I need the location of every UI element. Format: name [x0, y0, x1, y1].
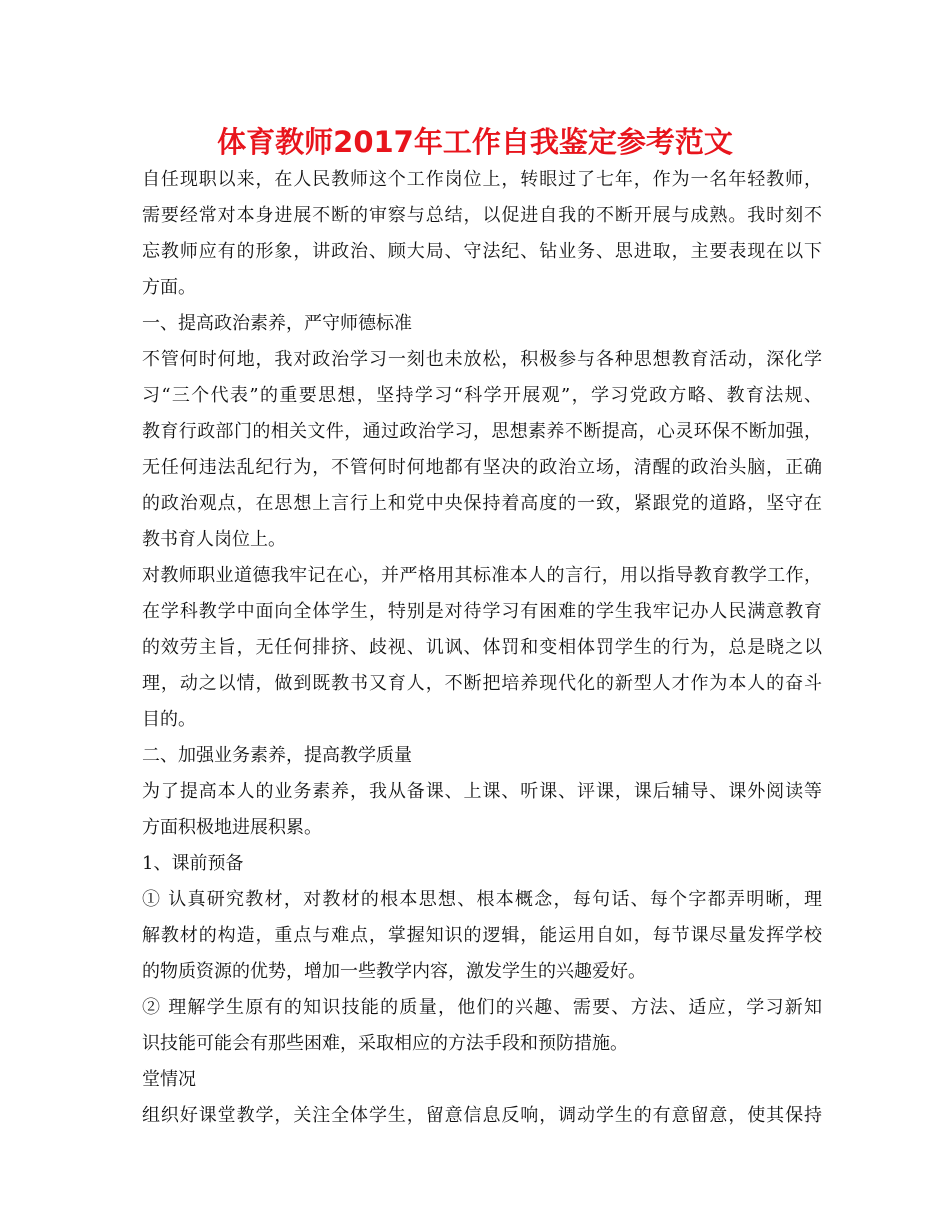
body-line: 忘教师应有的形象，讲政治、顾大局、守法纪、钻业务、思进取，主要表现在以下	[142, 241, 822, 262]
document-body	[142, 162, 822, 1134]
body-line: 方面。	[142, 277, 196, 298]
body-line: 在学科教学中面向全体学生，特别是对待学习有困难的学生我牢记办人民满意教育	[142, 601, 822, 622]
subsection-heading: 1、课前预备	[142, 853, 244, 874]
body-line: 方面积极地进展积累。	[142, 817, 322, 838]
body-line: ① 认真研究教材，对教材的根本思想、根本概念，每句话、每个字都弄明晰，理	[142, 889, 822, 910]
subsection-heading: 堂情况	[142, 1069, 196, 1090]
body-line: 自任现职以来，在人民教师这个工作岗位上，转眼过了七年，作为一名年轻教师，	[142, 169, 822, 190]
body-line: 对教师职业道德我牢记在心，并严格用其标准本人的言行，用以指导教育教学工作，	[142, 565, 822, 586]
section-heading: 一、提高政治素养，严守师德标准	[142, 313, 412, 334]
body-line: 目的。	[142, 709, 196, 730]
body-line: 理，动之以情，做到既教书又育人，不断把培养现代化的新型人才作为本人的奋斗	[142, 673, 822, 694]
body-line: 教书育人岗位上。	[142, 529, 286, 550]
body-line: 为了提高本人的业务素养，我从备课、上课、听课、评课，课后辅导、课外阅读等	[142, 781, 822, 802]
body-line: 识技能可能会有那些困难，采取相应的方法手段和预防措施。	[142, 1033, 628, 1054]
body-line: 需要经常对本身进展不断的审察与总结，以促进自我的不断开展与成熟。我时刻不	[142, 205, 822, 226]
body-line: 习“三个代表”的重要思想，坚持学习“科学开展观”，学习党政方略、教育法规、	[142, 385, 822, 406]
body-line: 组织好课堂教学，关注全体学生，留意信息反响，调动学生的有意留意，使其保持	[142, 1105, 822, 1126]
body-line: 解教材的构造，重点与难点，掌握知识的逻辑，能运用自如，每节课尽量发挥学校	[142, 925, 822, 946]
body-line: 的政治观点，在思想上言行上和党中央保持着高度的一致，紧跟党的道路，坚守在	[142, 493, 822, 514]
document-title: 体育教师2017年工作自我鉴定参考范文	[217, 125, 733, 159]
body-line: 的物质资源的优势，增加一些教学内容，激发学生的兴趣爱好。	[142, 961, 646, 982]
body-line: 教育行政部门的相关文件，通过政治学习，思想素养不断提高，心灵环保不断加强，	[142, 421, 822, 442]
body-line: ② 理解学生原有的知识技能的质量，他们的兴趣、需要、方法、适应，学习新知	[142, 997, 822, 1018]
body-line: 无任何违法乱纪行为，不管何时何地都有坚决的政治立场，清醒的政治头脑，正确	[142, 457, 822, 478]
body-line: 不管何时何地，我对政治学习一刻也未放松，积极参与各种思想教育活动，深化学	[142, 349, 822, 370]
body-line: 的效劳主旨，无任何排挤、歧视、讥讽、体罚和变相体罚学生的行为，总是晓之以	[142, 637, 822, 658]
section-heading: 二、加强业务素养，提高教学质量	[142, 745, 412, 766]
